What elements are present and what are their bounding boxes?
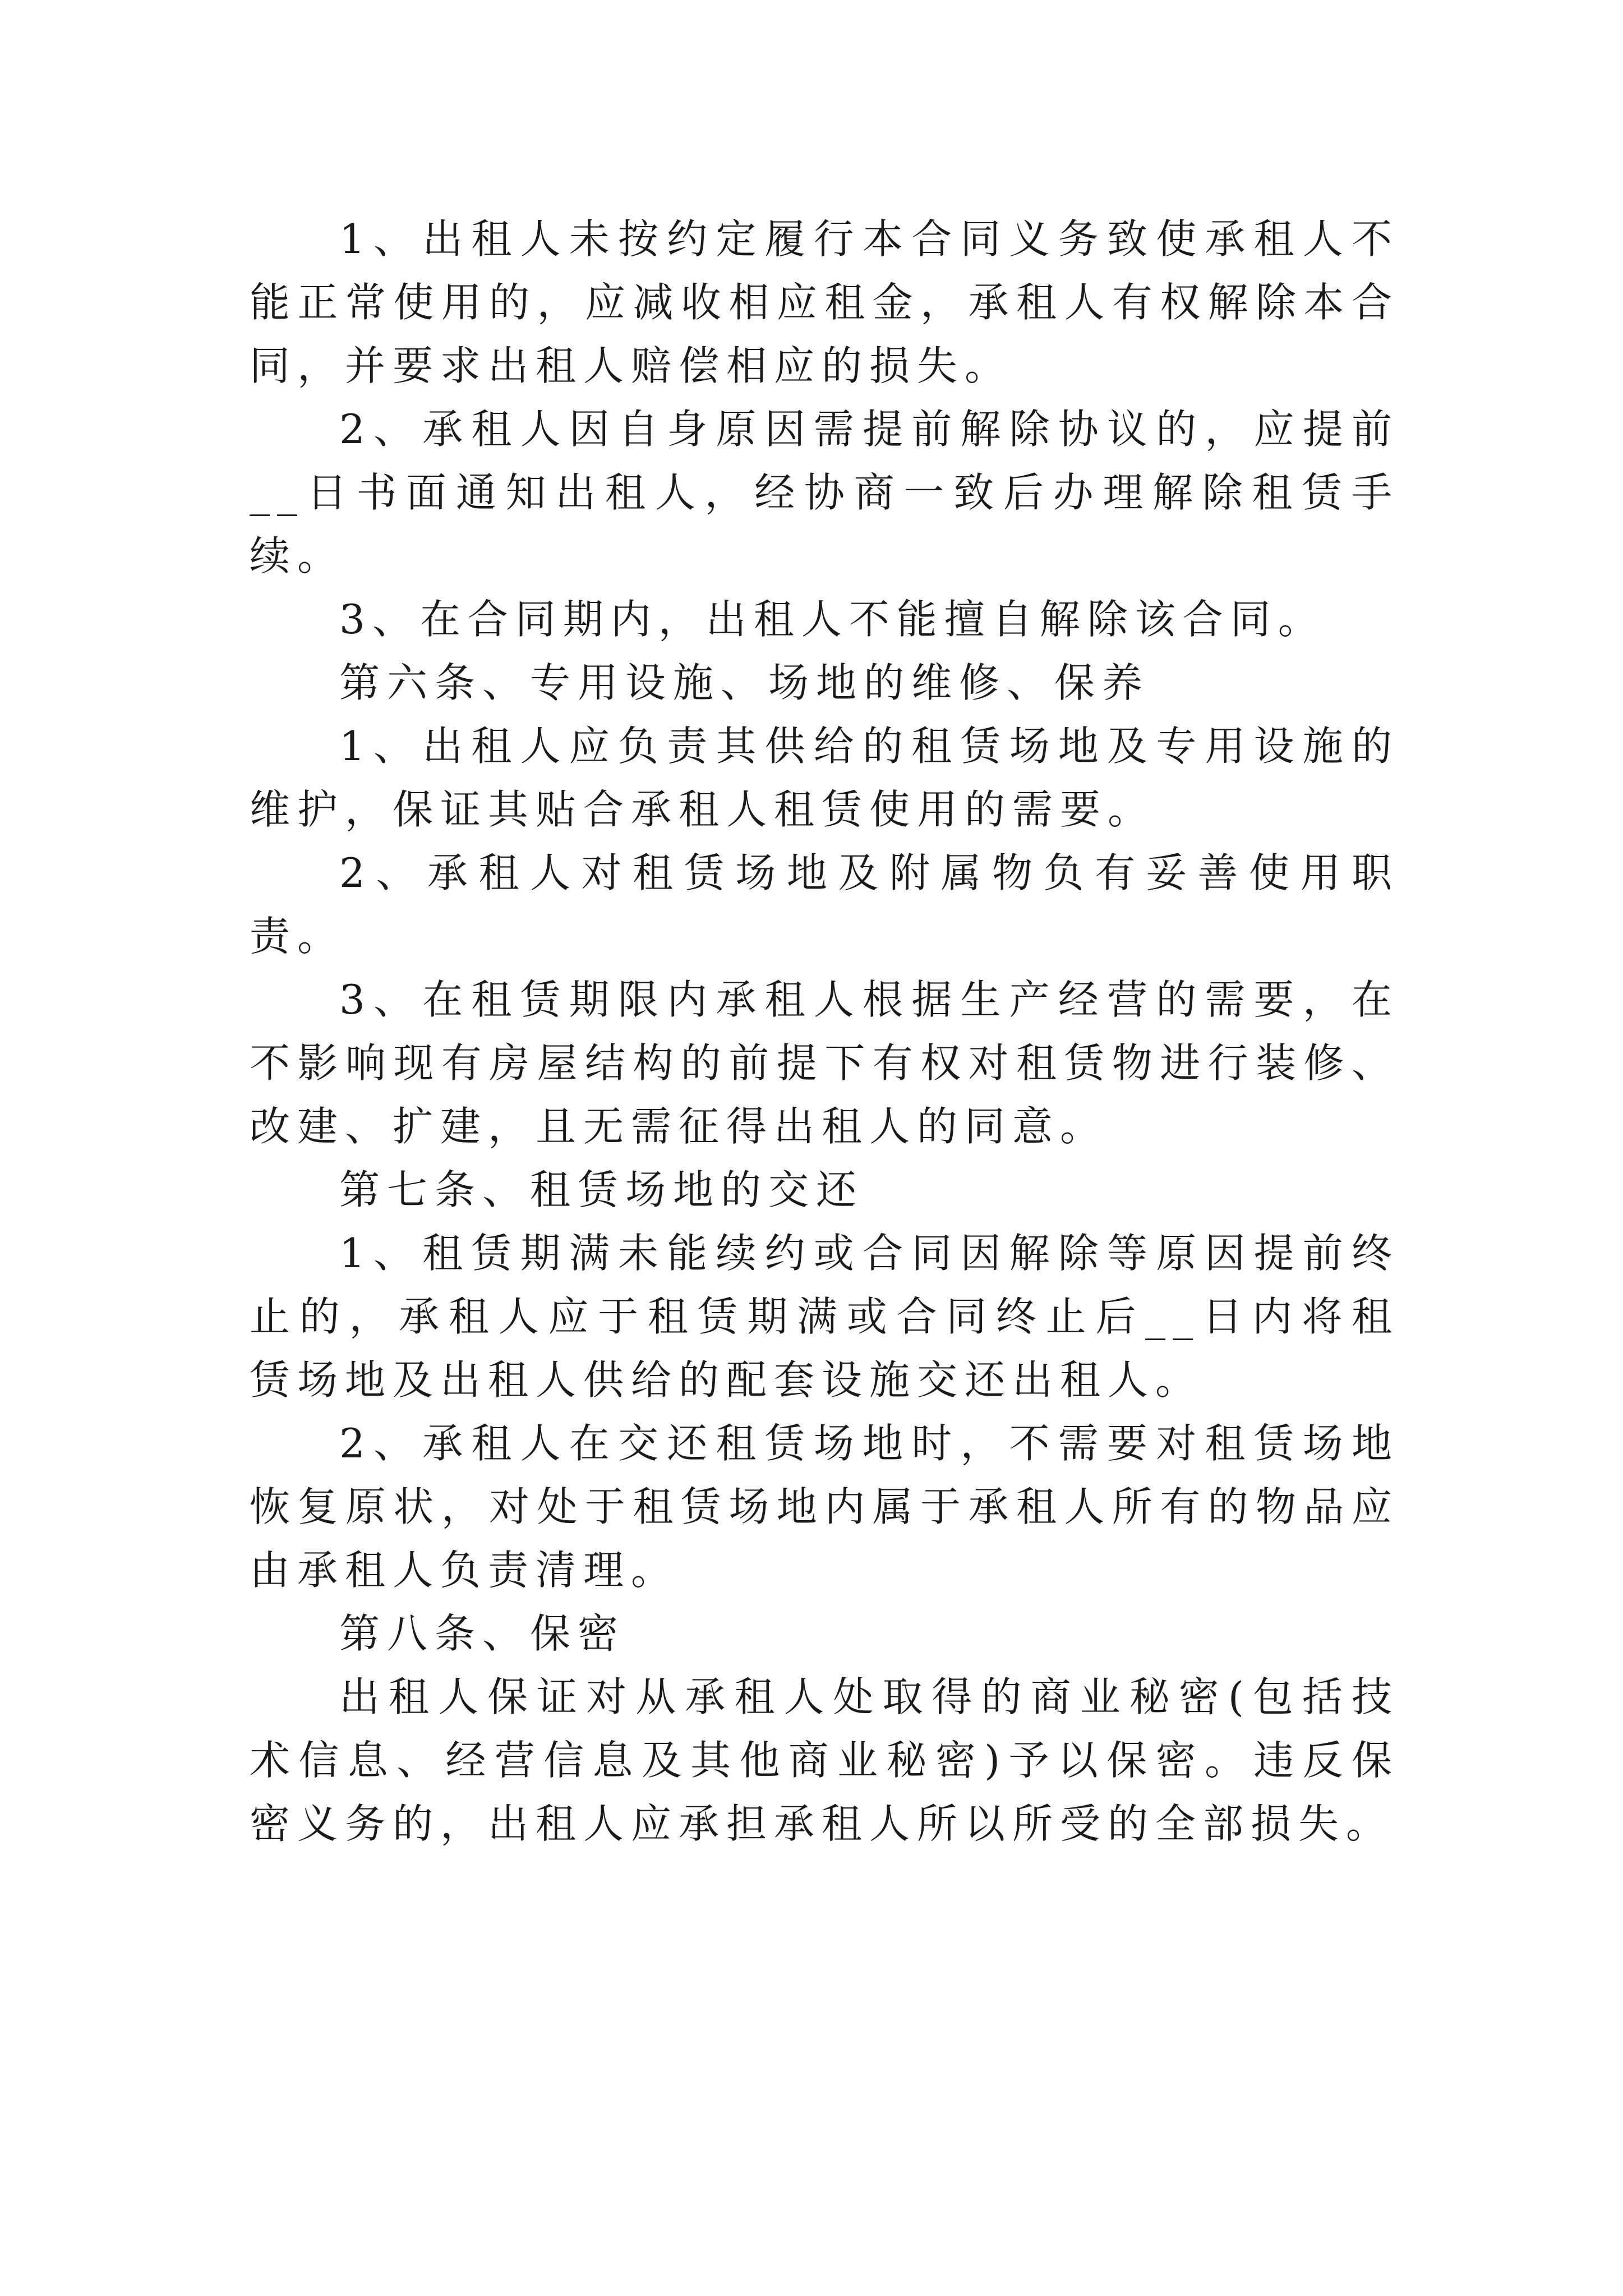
clause-paragraph: 出租人保证对从承租人处取得的商业秘密(包括技术信息、经营信息及其他商业秘密)予以保密。违反保密义务的，出租人应承担承租人所以所受的全部损失。: [250, 1673, 1399, 1847]
clause-paragraph: 2、承租人对租赁场地及附属物负有妥善使用职责。: [250, 849, 1399, 960]
clause-paragraph: 1、租赁期满未能续约或合同因解除等原因提前终止的，承租人应于租赁期满或合同终止后__日内将租赁场地及出租人供给的配套设施交还出租人。: [250, 1230, 1399, 1404]
clause-paragraph: 1、出租人未按约定履行本合同义务致使承租人不能正常使用的，应减收相应租金，承租人有权解除本合同，并要求出租人赔偿相应的损失。: [250, 215, 1399, 389]
article-heading: 第六条、专用设施、场地的维修、保养: [339, 659, 1150, 706]
clause-paragraph: 3、在合同期内，出租人不能擅自解除该合同。: [339, 596, 1326, 643]
clause-paragraph: 1、出租人应负责其供给的租赁场地及专用设施的维护，保证其贴合承租人租赁使用的需要。: [250, 723, 1399, 833]
article-heading: 第八条、保密: [339, 1610, 626, 1657]
clause-paragraph: 3、在租赁期限内承租人根据生产经营的需要，在不影响现有房屋结构的前提下有权对租赁物进行装修、改建、扩建，且无需征得出租人的同意。: [250, 976, 1399, 1150]
document-page: [250, 208, 1399, 1856]
clause-paragraph: 2、承租人在交还租赁场地时，不需要对租赁场地恢复原状，对处于租赁场地内属于承租人所有的物品应由承租人负责清理。: [250, 1420, 1399, 1594]
clause-paragraph: 2、承租人因自身原因需提前解除协议的，应提前__日书面通知出租人，经协商一致后办理解除租赁手续。: [250, 406, 1399, 579]
article-heading: 第七条、租赁场地的交还: [339, 1166, 864, 1213]
